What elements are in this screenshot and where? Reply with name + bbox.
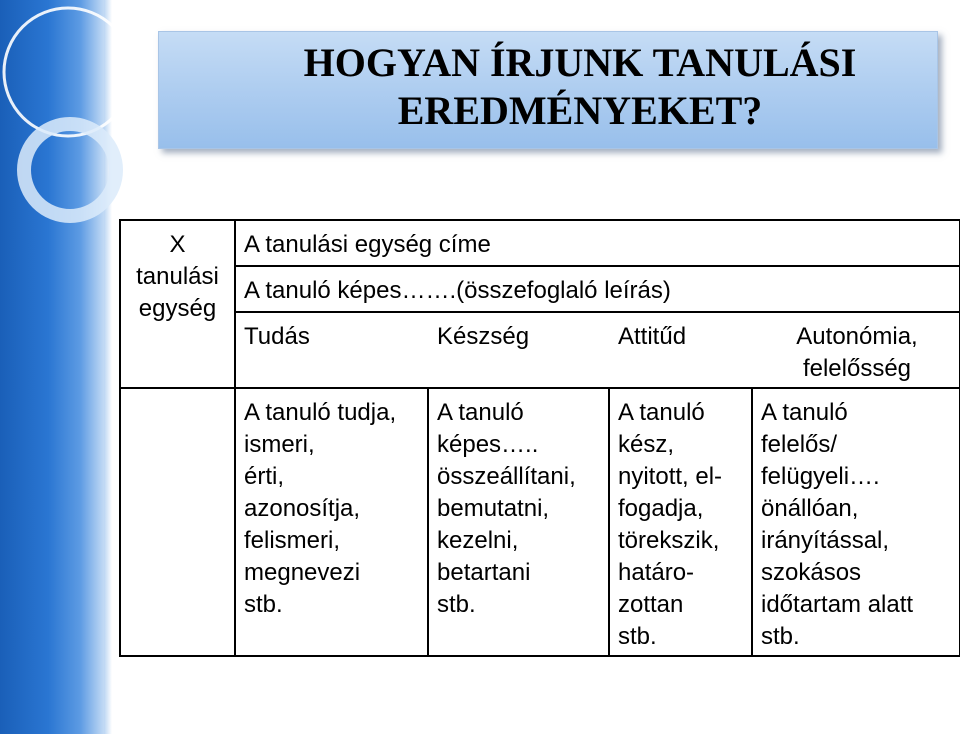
- unit-label-cell: [120, 220, 235, 388]
- summary-cell: A tanuló képes…….(összefoglaló leírás): [235, 266, 960, 312]
- attitude-line: zottan: [618, 591, 684, 618]
- unit-label-line-3: egység: [138, 295, 217, 322]
- autonomy-description: [752, 388, 960, 656]
- knowledge-line: érti,: [244, 463, 285, 490]
- autonomy-line: A tanuló: [761, 399, 848, 426]
- category-autonomy: [753, 313, 960, 387]
- row-summary: [120, 266, 960, 312]
- attitude-line: határo-: [618, 559, 695, 586]
- knowledge-line: megnevezi: [244, 559, 361, 586]
- autonomy-line: önállóan,: [761, 495, 859, 522]
- title-line-2: EREDMÉNYEKET?: [397, 88, 763, 133]
- ring-large: [4, 8, 132, 136]
- attitude-line: törekszik,: [618, 527, 720, 554]
- categories-inner: [236, 313, 960, 387]
- category-autonomy-line-2: felelősség: [802, 355, 912, 382]
- knowledge-line: A tanuló tudja,: [244, 399, 397, 426]
- skill-description: [428, 388, 609, 656]
- knowledge-line: ismeri,: [244, 431, 315, 458]
- category-knowledge: Tudás: [244, 323, 310, 350]
- unit-title-cell: A tanulási egység címe: [235, 220, 960, 266]
- knowledge-description: [235, 388, 428, 656]
- ring-small: [24, 124, 116, 216]
- skill-line: A tanuló: [437, 399, 524, 426]
- empty-unit-cell: [120, 388, 235, 656]
- row-descriptions: [120, 388, 960, 656]
- attitude-line: stb.: [618, 623, 657, 650]
- autonomy-line: időtartam alatt: [761, 591, 914, 618]
- knowledge-line: felismeri,: [244, 527, 341, 554]
- unit-label-line-2: tanulási: [136, 263, 219, 290]
- skill-line: összeállítani,: [437, 463, 576, 490]
- learning-outcomes-table: [119, 219, 960, 657]
- category-skill: Készség: [437, 323, 530, 350]
- knowledge-line: stb.: [244, 591, 283, 618]
- autonomy-line: irányítással,: [761, 527, 890, 554]
- row-categories: [120, 312, 960, 388]
- skill-line: betartani: [437, 559, 531, 586]
- attitude-line: A tanuló: [618, 399, 705, 426]
- autonomy-line: felügyeli….: [761, 463, 880, 490]
- page-title: [240, 39, 920, 135]
- attitude-line: kész,: [618, 431, 675, 458]
- attitude-line: fogadja,: [618, 495, 704, 522]
- autonomy-line: stb.: [761, 623, 800, 650]
- skill-line: bemutatni,: [437, 495, 550, 522]
- attitude-description: [609, 388, 752, 656]
- autonomy-line: szokásos: [761, 559, 862, 586]
- knowledge-line: azonosítja,: [244, 495, 361, 522]
- categories-cell: [235, 312, 960, 388]
- attitude-line: nyitott, el-: [618, 463, 723, 490]
- category-attitude: Attitűd: [618, 323, 687, 350]
- title-line-1: HOGYAN ÍRJUNK TANULÁSI: [303, 40, 857, 85]
- category-autonomy-line-1: Autonómia,: [796, 323, 918, 350]
- row-unit-title: [120, 220, 960, 266]
- skill-line: képes…..: [437, 431, 539, 458]
- skill-line: stb.: [437, 591, 476, 618]
- skill-line: kezelni,: [437, 527, 519, 554]
- unit-label-line-1: X: [169, 231, 186, 258]
- autonomy-line: felelős/: [761, 431, 838, 458]
